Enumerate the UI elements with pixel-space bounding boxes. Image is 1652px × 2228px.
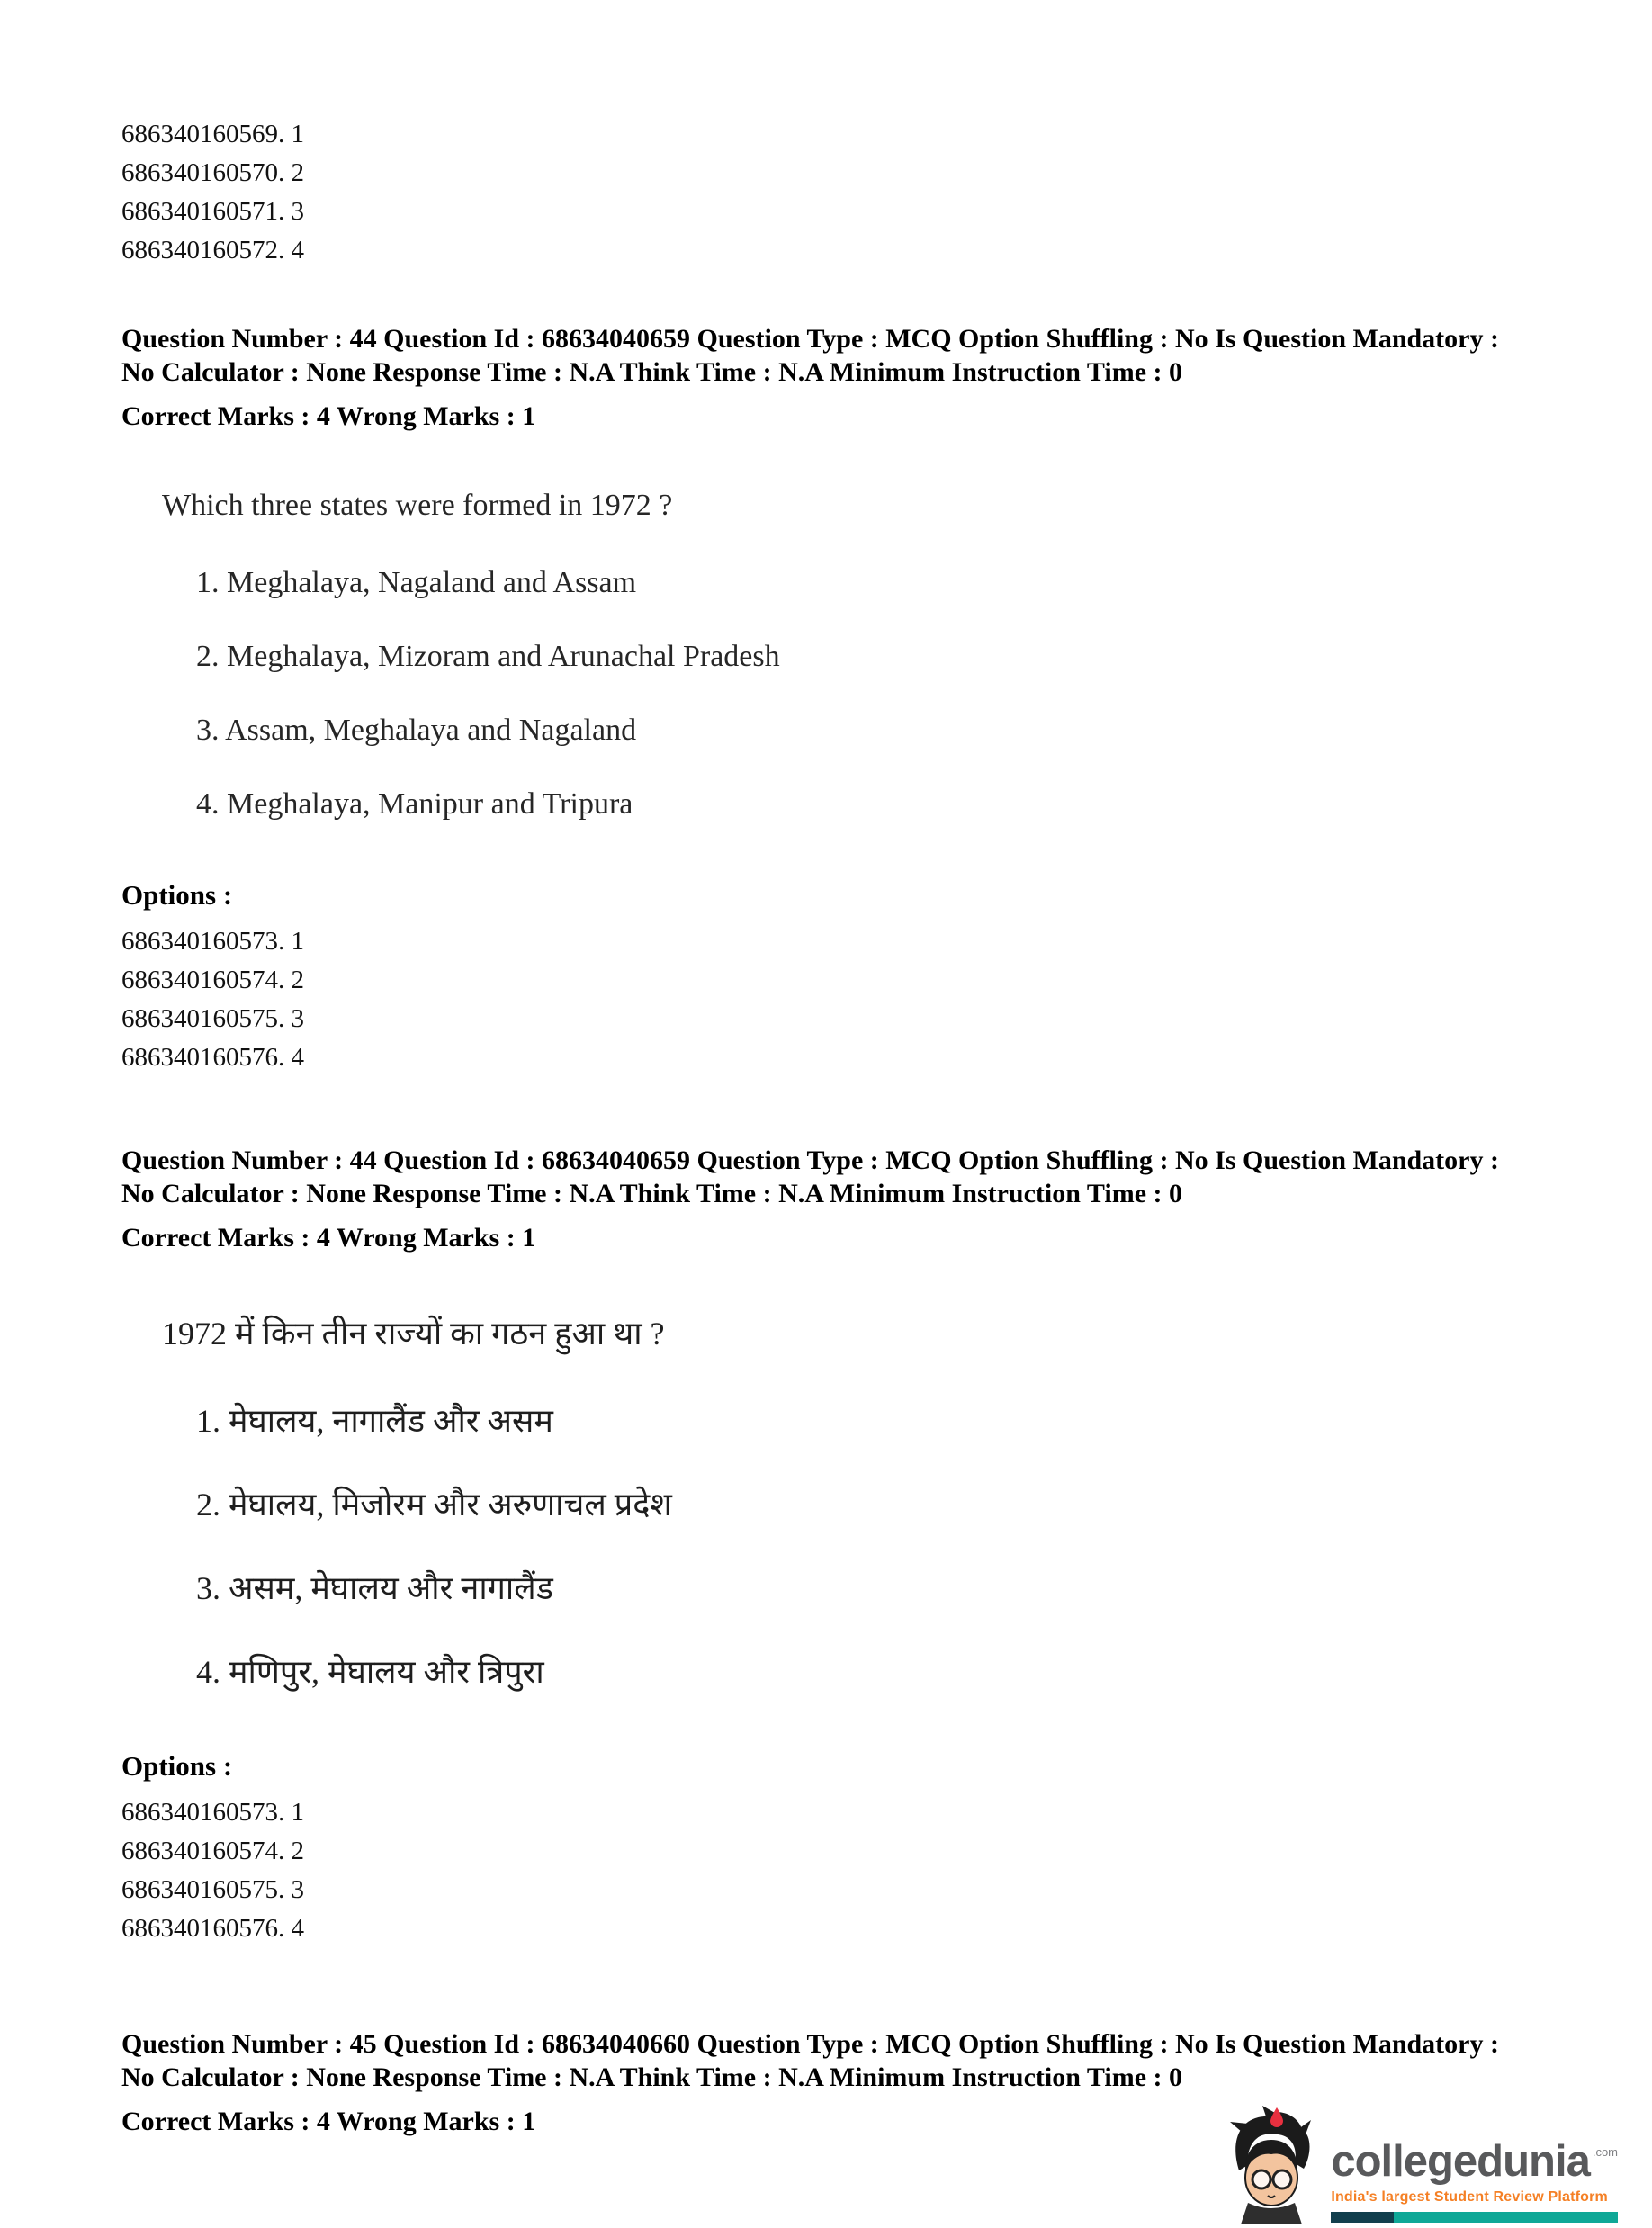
collegedunia-mascot-icon bbox=[1221, 2106, 1322, 2224]
option-id-row: 686340160573. 1 bbox=[121, 1798, 304, 1827]
option-id-row: 686340160571. 3 bbox=[121, 197, 304, 226]
option-id-row: 686340160572. 4 bbox=[121, 236, 304, 265]
choice-4: 4. Meghalaya, Manipur and Tripura bbox=[196, 787, 633, 821]
collegedunia-logo-word: collegedunia bbox=[1331, 2137, 1590, 2186]
collegedunia-tagline: India's largest Student Review Platform bbox=[1331, 2189, 1608, 2205]
previous-question-option-id-list bbox=[121, 115, 1531, 270]
collegedunia-color-bar bbox=[1331, 2212, 1618, 2223]
choice-3: 3. Assam, Meghalaya and Nagaland bbox=[196, 714, 637, 747]
question-meta-line: Question Number : 44 Question Id : 68634040659 Question Type : MCQ Option Shuffling : No Is Question Mandatory : No Calculator : None Response Time : N.A Think Time : N.A Minimum Instruction Time : 0 bbox=[121, 1145, 1499, 1208]
question-text: Which three states were formed in 1972 ? bbox=[162, 489, 673, 522]
choice-2: 2. मेघालय, मिजोरम और अरुणाचल प्रदेश bbox=[196, 1487, 672, 1523]
question-marks-line: Correct Marks : 4 Wrong Marks : 1 bbox=[121, 401, 536, 431]
question-44-hindi-option-id-list bbox=[121, 1793, 1531, 1948]
question-44-english-metadata bbox=[121, 322, 1531, 433]
option-id-row: 686340160575. 3 bbox=[121, 1875, 304, 1904]
collegedunia-logo-row bbox=[1331, 2137, 1618, 2186]
choice-2: 2. Meghalaya, Mizoram and Arunachal Pradesh bbox=[196, 640, 780, 673]
option-id-row: 686340160573. 1 bbox=[121, 927, 304, 956]
question-marks-line: Correct Marks : 4 Wrong Marks : 1 bbox=[121, 2107, 536, 2136]
option-id-row: 686340160575. 3 bbox=[121, 1004, 304, 1033]
question-meta-line: Question Number : 45 Question Id : 68634040660 Question Type : MCQ Option Shuffling : No Is Question Mandatory : No Calculator : None Response Time : N.A Think Time : N.A Minimum Instruction Time : 0 bbox=[121, 2029, 1499, 2092]
option-id-row: 686340160576. 4 bbox=[121, 1914, 304, 1943]
option-id-row: 686340160574. 2 bbox=[121, 1837, 304, 1865]
question-44-english-option-id-list bbox=[121, 922, 1531, 1077]
question-marks-line: Correct Marks : 4 Wrong Marks : 1 bbox=[121, 1223, 536, 1253]
question-text: 1972 में किन तीन राज्यों का गठन हुआ था ? bbox=[162, 1316, 665, 1352]
collegedunia-logo-com-suffix: .com bbox=[1592, 2145, 1618, 2159]
question-meta-line: Question Number : 44 Question Id : 68634040659 Question Type : MCQ Option Shuffling : No Is Question Mandatory : No Calculator : None Response Time : N.A Think Time : N.A Minimum Instruction Time : 0 bbox=[121, 324, 1499, 387]
option-id-row: 686340160574. 2 bbox=[121, 966, 304, 994]
option-id-row: 686340160569. 1 bbox=[121, 120, 304, 148]
choice-1: 1. मेघालय, नागालैंड और असम bbox=[196, 1403, 553, 1439]
question-44-english-body bbox=[162, 489, 1531, 822]
option-id-row: 686340160576. 4 bbox=[121, 1043, 304, 1072]
collegedunia-logo-text-block bbox=[1331, 2137, 1618, 2224]
choice-1: 1. Meghalaya, Nagaland and Assam bbox=[196, 566, 637, 599]
choice-3: 3. असम, मेघालय और नागालैंड bbox=[196, 1570, 553, 1606]
option-id-row: 686340160570. 2 bbox=[121, 158, 304, 187]
options-label: Options : bbox=[121, 1750, 233, 1782]
choice-4: 4. मणिपुर, मेघालय और त्रिपुरा bbox=[196, 1654, 544, 1690]
question-44-hindi-body bbox=[162, 1310, 1531, 1693]
question-44-hindi-metadata bbox=[121, 1144, 1531, 1254]
options-label: Options : bbox=[121, 879, 233, 911]
collegedunia-watermark bbox=[1221, 2106, 1618, 2224]
